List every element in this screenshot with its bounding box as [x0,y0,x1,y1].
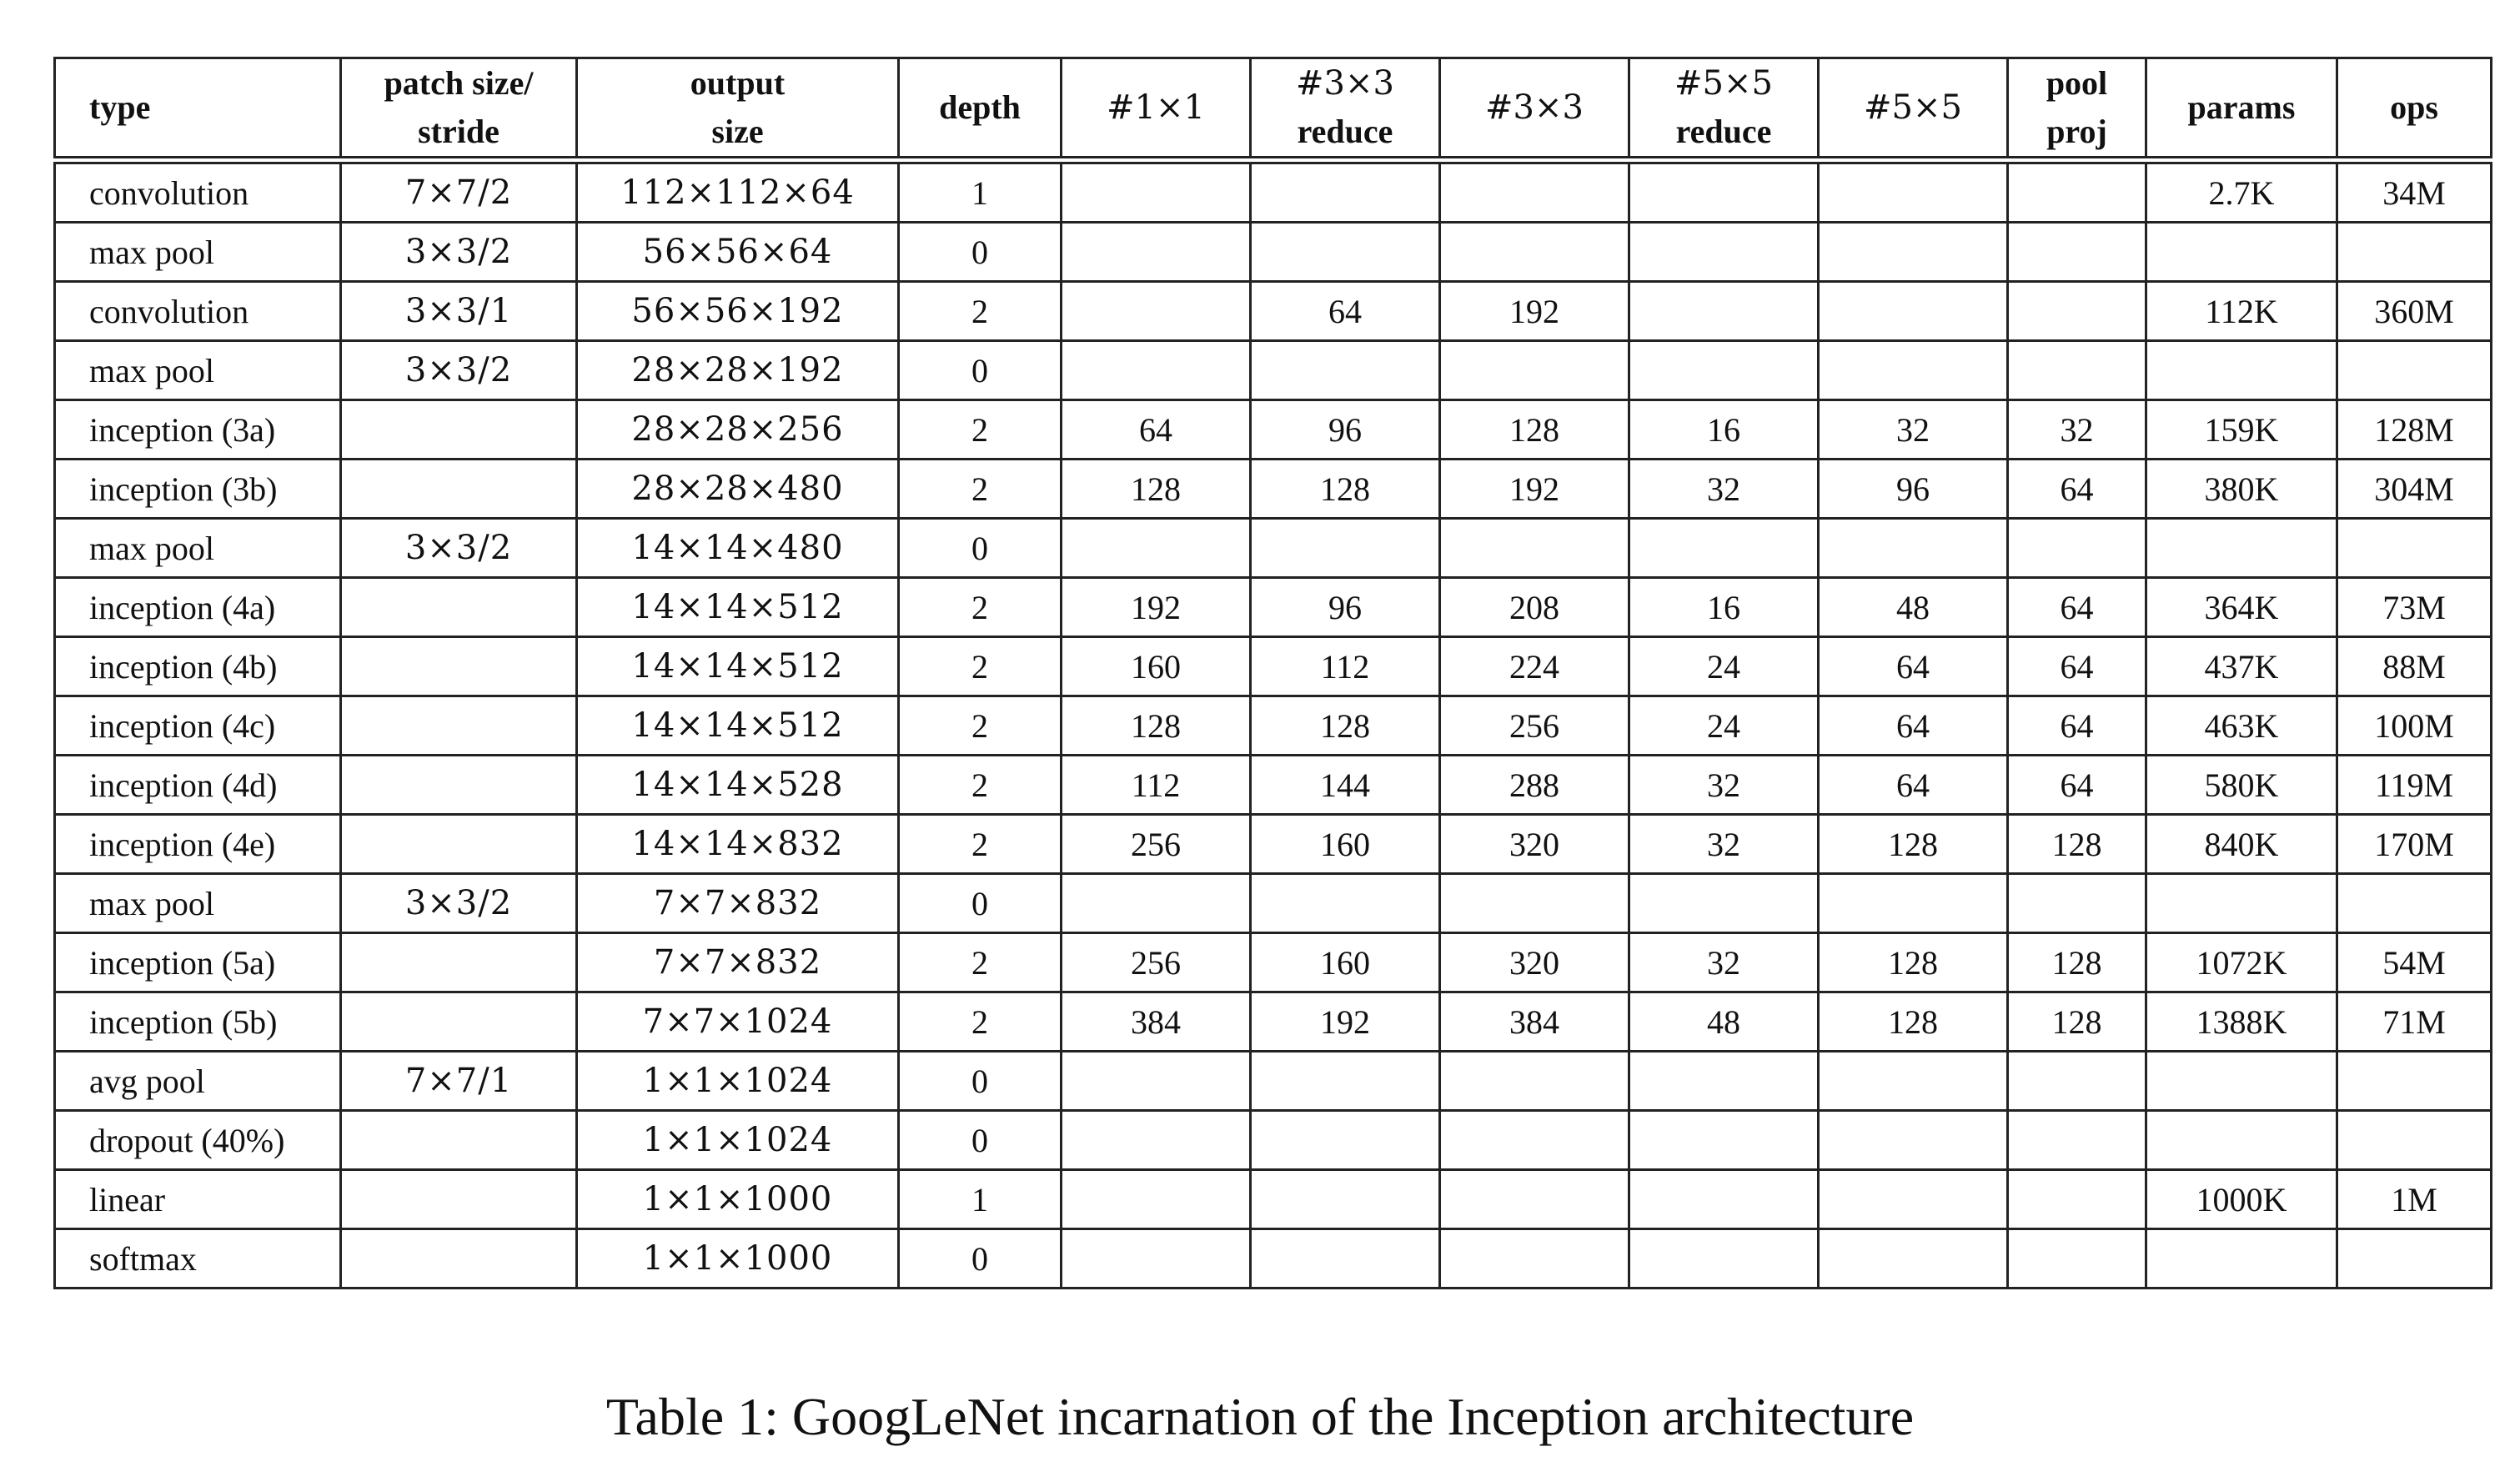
table-cell [1251,160,1440,223]
table-cell [1251,1052,1440,1111]
table-cell: 437K [2146,637,2337,696]
column-header [1440,58,1629,161]
table-cell: 256 [1062,815,1251,874]
table-cell [1062,1170,1251,1229]
table-cell: 32 [1629,756,1819,815]
header-row [55,58,2492,161]
architecture-table [53,57,2492,1289]
table-row [55,400,2492,460]
table-cell: 7×7×832 [577,933,899,992]
column-header [1629,58,1819,161]
table-cell: 1 [899,1170,1062,1229]
table-cell: 128 [1819,933,2008,992]
table-row [55,696,2492,756]
table-cell [2337,1111,2492,1170]
layer-type-cell: max pool [55,519,341,578]
table-cell: 7×7×832 [577,874,899,933]
layer-type-cell: dropout (40%) [55,1111,341,1170]
table-cell: 1 [899,160,1062,223]
layer-type-cell: linear [55,1170,341,1229]
table-cell: 128 [1062,460,1251,519]
table-cell: 54M [2337,933,2492,992]
table-cell: 1M [2337,1170,2492,1229]
layer-type-cell: inception (3b) [55,460,341,519]
table-cell: 380K [2146,460,2337,519]
table-row [55,933,2492,992]
layer-type-cell: convolution [55,282,341,341]
table-cell [1629,282,1819,341]
table-cell: 2 [899,460,1062,519]
table-cell: 2 [899,756,1062,815]
table-cell: 160 [1062,637,1251,696]
table-cell [2337,1229,2492,1289]
table-cell [1819,1111,2008,1170]
table-cell: 3×3/2 [341,519,577,578]
table-cell: 96 [1251,578,1440,637]
table-cell: 192 [1440,460,1629,519]
table-cell [1251,874,1440,933]
table-cell [1062,341,1251,400]
table-cell [341,815,577,874]
table-cell [1251,1111,1440,1170]
table-cell: 64 [1819,696,2008,756]
column-header-line: reduce [1675,113,1772,150]
table-cell: 1×1×1000 [577,1170,899,1229]
table-row [55,1111,2492,1170]
table-cell [2337,341,2492,400]
layer-type-cell: inception (4a) [55,578,341,637]
table-cell [2008,519,2146,578]
column-header [1251,58,1440,161]
column-header [1819,58,2008,161]
table-row [55,460,2492,519]
table-cell: 48 [1819,578,2008,637]
table-cell [1629,1052,1819,1111]
table-cell: 64 [2008,578,2146,637]
table-cell [1819,1170,2008,1229]
column-header-line: size [711,113,764,150]
table-cell: 580K [2146,756,2337,815]
table-cell: 2.7K [2146,160,2337,223]
table-cell: 2 [899,815,1062,874]
table-cell: 14×14×832 [577,815,899,874]
table-cell: 24 [1629,637,1819,696]
column-header [2337,58,2492,161]
table-cell [1629,160,1819,223]
table-cell: 160 [1251,933,1440,992]
table-cell: 208 [1440,578,1629,637]
layer-type-cell: convolution [55,160,341,223]
table-cell: 32 [1819,400,2008,460]
table-container [53,57,2490,1289]
table-row [55,1229,2492,1289]
table-cell [341,1229,577,1289]
table-cell: 2 [899,637,1062,696]
table-cell: 3×3/1 [341,282,577,341]
table-cell: 224 [1440,637,1629,696]
table-cell: 3×3/2 [341,341,577,400]
column-header [2008,58,2146,161]
column-header-line: #1×1 [1107,88,1205,127]
table-cell: 128 [1819,815,2008,874]
table-cell: 0 [899,1052,1062,1111]
table-cell: 0 [899,874,1062,933]
table-cell [1629,1111,1819,1170]
table-cell [341,1170,577,1229]
table-cell [341,933,577,992]
table-cell [1819,160,2008,223]
table-cell: 3×3/2 [341,874,577,933]
table-cell [341,578,577,637]
table-cell: 28×28×192 [577,341,899,400]
table-cell [1819,223,2008,282]
table-cell: 14×14×512 [577,637,899,696]
table-cell [341,696,577,756]
table-row [55,637,2492,696]
table-cell: 2 [899,282,1062,341]
table-cell: 0 [899,519,1062,578]
layer-type-cell: inception (4d) [55,756,341,815]
table-row [55,756,2492,815]
table-cell [2337,874,2492,933]
column-header [577,58,899,161]
table-cell [1062,282,1251,341]
table-row [55,282,2492,341]
layer-type-cell: softmax [55,1229,341,1289]
table-cell: 112 [1062,756,1251,815]
table-cell [1819,1229,2008,1289]
table-cell: 7×7/1 [341,1052,577,1111]
table-cell: 256 [1062,933,1251,992]
table-cell [2008,1111,2146,1170]
table-cell [1251,223,1440,282]
table-cell [2008,160,2146,223]
table-cell [1062,1111,1251,1170]
table-cell [2146,1229,2337,1289]
table-row [55,992,2492,1052]
table-cell [1440,1111,1629,1170]
layer-type-cell: inception (5a) [55,933,341,992]
table-cell [2146,519,2337,578]
table-cell [341,460,577,519]
table-cell: 463K [2146,696,2337,756]
table-row [55,341,2492,400]
layer-type-cell: inception (3a) [55,400,341,460]
table-cell: 288 [1440,756,1629,815]
table-cell [1629,1170,1819,1229]
table-cell [2146,223,2337,282]
layer-type-cell: avg pool [55,1052,341,1111]
table-cell: 128M [2337,400,2492,460]
table-cell: 0 [899,1111,1062,1170]
column-header-line: reduce [1297,113,1393,150]
table-cell: 192 [1062,578,1251,637]
table-cell: 3×3/2 [341,223,577,282]
table-cell: 0 [899,1229,1062,1289]
table-cell: 16 [1629,578,1819,637]
table-cell [2337,1052,2492,1111]
table-cell: 364K [2146,578,2337,637]
table-cell: 96 [1819,460,2008,519]
table-cell [1440,1052,1629,1111]
table-cell: 384 [1440,992,1629,1052]
table-cell: 112×112×64 [577,160,899,223]
table-cell [1251,1229,1440,1289]
table-cell: 384 [1062,992,1251,1052]
table-cell [1440,874,1629,933]
table-cell: 159K [2146,400,2337,460]
table-cell: 32 [1629,933,1819,992]
table-cell: 28×28×480 [577,460,899,519]
table-cell: 320 [1440,933,1629,992]
table-cell: 64 [2008,460,2146,519]
table-cell: 88M [2337,637,2492,696]
layer-type-cell: inception (5b) [55,992,341,1052]
table-cell: 2 [899,933,1062,992]
table-cell: 112 [1251,637,1440,696]
table-cell: 64 [2008,696,2146,756]
table-cell: 73M [2337,578,2492,637]
table-cell: 1388K [2146,992,2337,1052]
table-cell: 119M [2337,756,2492,815]
table-cell: 71M [2337,992,2492,1052]
layer-type-cell: max pool [55,874,341,933]
table-cell: 128 [1062,696,1251,756]
table-cell: 56×56×64 [577,223,899,282]
table-cell: 144 [1251,756,1440,815]
table-cell: 100M [2337,696,2492,756]
column-header [1062,58,1251,161]
table-cell [2008,282,2146,341]
table-cell: 128 [1251,460,1440,519]
table-cell [2146,1111,2337,1170]
table-cell [1062,519,1251,578]
table-cell: 128 [2008,815,2146,874]
table-cell: 64 [1819,756,2008,815]
table-cell: 64 [1251,282,1440,341]
column-header-line: #3×3 [1485,88,1584,127]
table-cell [2146,874,2337,933]
table-cell [1819,519,2008,578]
table-cell [1440,1170,1629,1229]
column-header-line: patch size/ [384,64,534,102]
table-row [55,1052,2492,1111]
table-cell: 32 [1629,460,1819,519]
table-cell [1629,519,1819,578]
column-header-line: type [89,88,151,126]
layer-type-cell: max pool [55,223,341,282]
table-cell [1440,519,1629,578]
table-cell: 128 [1440,400,1629,460]
table-cell: 1072K [2146,933,2337,992]
column-header [2146,58,2337,161]
table-cell: 0 [899,341,1062,400]
table-cell [341,400,577,460]
column-header [899,58,1062,161]
column-header-line: ops [2390,88,2438,126]
column-header-line: proj [2046,113,2107,150]
table-cell: 2 [899,578,1062,637]
table-cell: 128 [2008,933,2146,992]
column-header-line: #5×5 [1864,88,1962,127]
column-header-line: pool [2046,64,2108,102]
table-cell [1629,341,1819,400]
table-cell: 1×1×1024 [577,1052,899,1111]
column-header-line: depth [939,88,1021,126]
table-cell [1629,1229,1819,1289]
table-cell: 32 [1629,815,1819,874]
table-cell: 2 [899,992,1062,1052]
table-cell: 2 [899,400,1062,460]
table-cell [1440,223,1629,282]
table-cell [1062,874,1251,933]
table-cell: 128 [1819,992,2008,1052]
table-cell: 24 [1629,696,1819,756]
table-cell: 7×7×1024 [577,992,899,1052]
table-cell [2008,874,2146,933]
table-cell [2008,1052,2146,1111]
column-header [55,58,341,161]
table-cell [2337,519,2492,578]
table-cell [1819,282,2008,341]
table-cell: 96 [1251,400,1440,460]
table-cell [1062,1229,1251,1289]
table-cell [1251,341,1440,400]
table-cell [1251,519,1440,578]
column-header-line: #3×3 [1296,64,1394,103]
table-cell [1440,1229,1629,1289]
table-cell [2008,223,2146,282]
table-cell: 16 [1629,400,1819,460]
table-cell: 7×7/2 [341,160,577,223]
layer-type-cell: inception (4b) [55,637,341,696]
table-cell: 14×14×528 [577,756,899,815]
table-cell: 14×14×512 [577,696,899,756]
table-cell [2146,341,2337,400]
table-cell: 112K [2146,282,2337,341]
table-cell [1819,1052,2008,1111]
table-row [55,874,2492,933]
table-cell [341,637,577,696]
column-header-line: #5×5 [1674,64,1773,103]
table-cell: 1000K [2146,1170,2337,1229]
table-cell: 64 [2008,756,2146,815]
table-cell [2008,1229,2146,1289]
table-row [55,223,2492,282]
table-cell: 64 [1819,637,2008,696]
table-cell [1062,223,1251,282]
table-cell: 28×28×256 [577,400,899,460]
table-cell [1629,874,1819,933]
column-header-line: stride [418,113,499,150]
table-cell [1062,160,1251,223]
table-row [55,815,2492,874]
table-cell: 1×1×1000 [577,1229,899,1289]
table-cell: 64 [2008,637,2146,696]
table-cell: 32 [2008,400,2146,460]
layer-type-cell: inception (4e) [55,815,341,874]
table-cell: 170M [2337,815,2492,874]
table-row [55,519,2492,578]
table-cell: 128 [2008,992,2146,1052]
table-cell [2008,341,2146,400]
table-cell [2146,1052,2337,1111]
table-cell: 160 [1251,815,1440,874]
table-cell: 192 [1251,992,1440,1052]
table-cell: 256 [1440,696,1629,756]
table-cell: 14×14×480 [577,519,899,578]
table-cell [1440,160,1629,223]
layer-type-cell: max pool [55,341,341,400]
table-cell: 48 [1629,992,1819,1052]
table-cell: 320 [1440,815,1629,874]
table-cell: 64 [1062,400,1251,460]
table-cell [2337,223,2492,282]
table-cell [2008,1170,2146,1229]
table-cell [1819,341,2008,400]
table-cell [341,1111,577,1170]
table-cell [1062,1052,1251,1111]
table-cell [341,992,577,1052]
table-cell: 840K [2146,815,2337,874]
table-cell [1251,1170,1440,1229]
table-cell: 304M [2337,460,2492,519]
table-cell: 192 [1440,282,1629,341]
table-cell: 56×56×192 [577,282,899,341]
table-cell: 14×14×512 [577,578,899,637]
table-cell: 0 [899,223,1062,282]
table-body [55,160,2492,1289]
layer-type-cell: inception (4c) [55,696,341,756]
table-row [55,160,2492,223]
table-row [55,578,2492,637]
column-header-line: params [2187,88,2296,126]
table-cell: 34M [2337,160,2492,223]
column-header-line: output [690,64,786,102]
table-cell: 2 [899,696,1062,756]
table-cell [1440,341,1629,400]
table-cell: 1×1×1024 [577,1111,899,1170]
column-header [341,58,577,161]
table-cell [341,756,577,815]
table-row [55,1170,2492,1229]
table-cell [1819,874,2008,933]
table-cell: 360M [2337,282,2492,341]
table-cell: 128 [1251,696,1440,756]
table-caption: Table 1: GoogLeNet incarnation of the Inception architecture [605,1387,1915,1446]
table-cell [1629,223,1819,282]
